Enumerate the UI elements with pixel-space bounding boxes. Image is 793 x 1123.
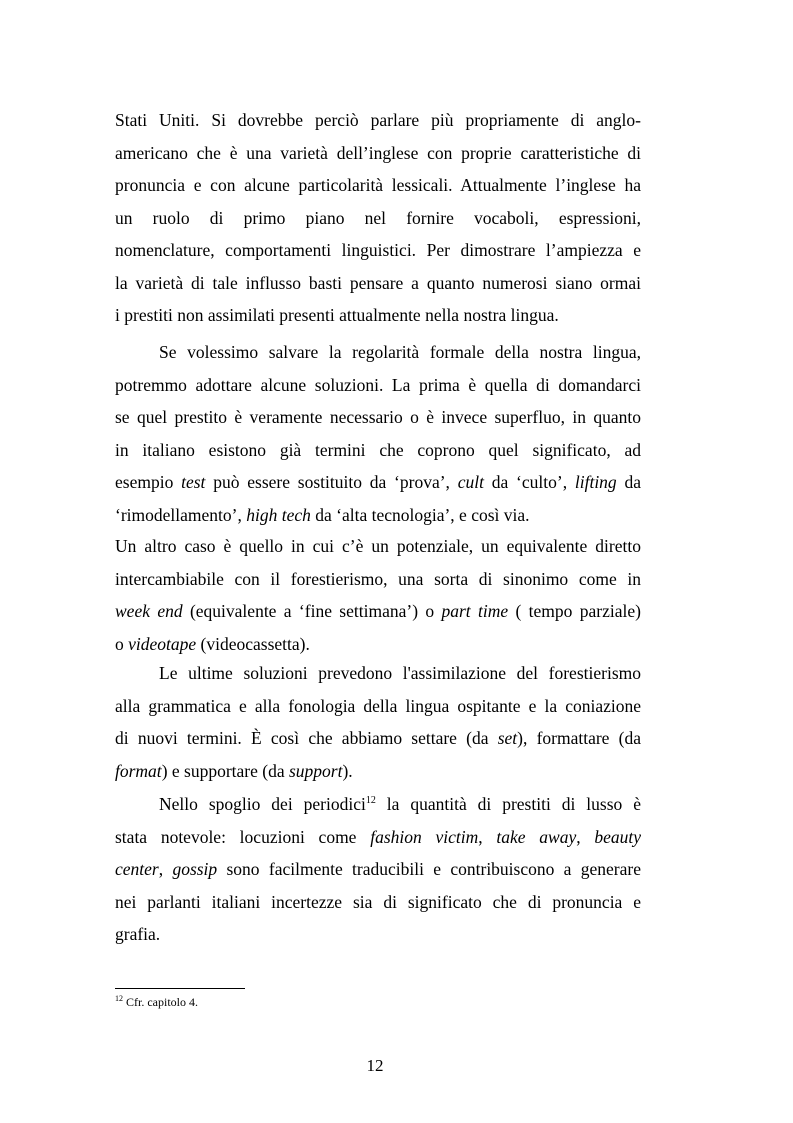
footnote-text: Cfr. capitolo 4. (123, 995, 198, 1009)
text-line: nomenclature, comportamenti linguistici. Per dimostrare l’ampiezza e (115, 240, 641, 260)
text-run: può essere sostituito da ‘prova’, (205, 472, 458, 492)
text-line: Un altro caso è quello in cui c’è un potenziale, un equivalente diretto (115, 536, 641, 556)
text-line: Le ultime soluzioni prevedono l'assimilazione del forestierismo (159, 663, 641, 683)
text-run: ), formattare (da (517, 728, 641, 748)
text-run: , (158, 859, 173, 879)
paragraph-5 (115, 788, 641, 951)
text-line (115, 821, 641, 854)
text-run: ( tempo parziale) (508, 601, 641, 621)
text-line: in italiano esistono già termini che coprono quel significato, ad (115, 439, 641, 460)
text-line (115, 755, 641, 788)
footnote-divider (115, 988, 245, 989)
text-run: ) e supportare (da (161, 760, 289, 781)
paragraph-2 (115, 336, 641, 531)
footnote-mark: 12 (115, 994, 123, 1003)
paragraph-4 (115, 657, 641, 787)
text-line (115, 722, 641, 755)
text-line: pronuncia e con alcune particolarità lessicali. Attualmente l’inglese ha (115, 175, 641, 195)
text-line: grafia. (115, 924, 161, 944)
text-run: stata notevole: locuzioni come (115, 826, 371, 847)
paragraph-3 (115, 530, 641, 660)
text-line: se quel prestito è veramente necessario o è invece superfluo, in quanto (115, 407, 641, 427)
text-line (115, 788, 641, 821)
text-run: , (576, 826, 595, 847)
italic-term: format (115, 760, 162, 781)
footnote-reference: 12 (365, 795, 376, 807)
italic-term: lifting (574, 472, 617, 492)
text-run: da ‘alta tecnologia’, e così via. (310, 504, 530, 525)
text-run: esempio (115, 472, 182, 492)
text-run: ). (342, 760, 353, 781)
text-run: sono facilmente traducibili e contribuiscono a generare (217, 859, 641, 879)
text-run: , (478, 826, 497, 847)
text-line: alla grammatica e alla fonologia della lingua ospitante e la coniazione (115, 695, 641, 716)
text-run: la quantità di prestiti di lusso è (375, 794, 641, 814)
text-line: Se volessimo salvare la regolarità formale della nostra lingua, (159, 342, 641, 362)
italic-term: part time (441, 601, 509, 621)
text-line: intercambiabile con il forestierismo, una sorta di sinonimo come in (115, 568, 641, 589)
text-line (115, 499, 641, 532)
footnote (115, 994, 198, 1010)
text-line: un ruolo di primo piano nel fornire vocaboli, espressioni, (115, 207, 641, 228)
italic-term: videotape (128, 633, 197, 654)
text-run: (equivalente a ‘fine settimana’) o (182, 601, 442, 621)
italic-term: center (115, 859, 159, 879)
text-line (115, 628, 641, 661)
text-line: potremmo adottare alcune soluzioni. La prima è quella di domandarci (115, 374, 641, 395)
italic-term: set (497, 728, 518, 748)
paragraph-1 (115, 104, 641, 332)
text-run: di nuovi termini. È così che abbiamo settare (da (115, 728, 498, 748)
text-run: (videocassetta). (196, 633, 310, 654)
text-line (115, 466, 641, 499)
text-run: ‘rimodellamento’, (115, 504, 247, 525)
italic-term: high tech (246, 504, 311, 525)
italic-term: test (181, 472, 206, 492)
text-run: da (616, 472, 641, 492)
text-line: i prestiti non assimilati presenti attualmente nella nostra lingua. (115, 305, 559, 325)
italic-term: take away (496, 826, 577, 847)
text-run: o (115, 633, 129, 654)
italic-term: gossip (172, 859, 218, 879)
text-line (115, 853, 641, 886)
text-line: Stati Uniti. Si dovrebbe perciò parlare più propriamente di anglo- (115, 110, 641, 130)
text-run: da ‘culto’, (483, 472, 575, 492)
italic-term: week end (115, 601, 183, 621)
text-line (115, 595, 641, 628)
text-run: Nello spoglio dei periodici (159, 794, 366, 814)
italic-term: support (289, 760, 343, 781)
page-number: 12 (366, 1056, 384, 1075)
text-line: americano che è una varietà dell’inglese con proprie caratteristiche di (115, 142, 641, 163)
italic-term: beauty (594, 826, 641, 847)
text-line: la varietà di tale influsso basti pensare a quanto numerosi siano ormai (115, 272, 641, 293)
italic-term: fashion victim (370, 826, 479, 847)
text-line: nei parlanti italiani incertezze sia di significato che di pronuncia e (115, 891, 641, 912)
italic-term: cult (457, 472, 484, 492)
